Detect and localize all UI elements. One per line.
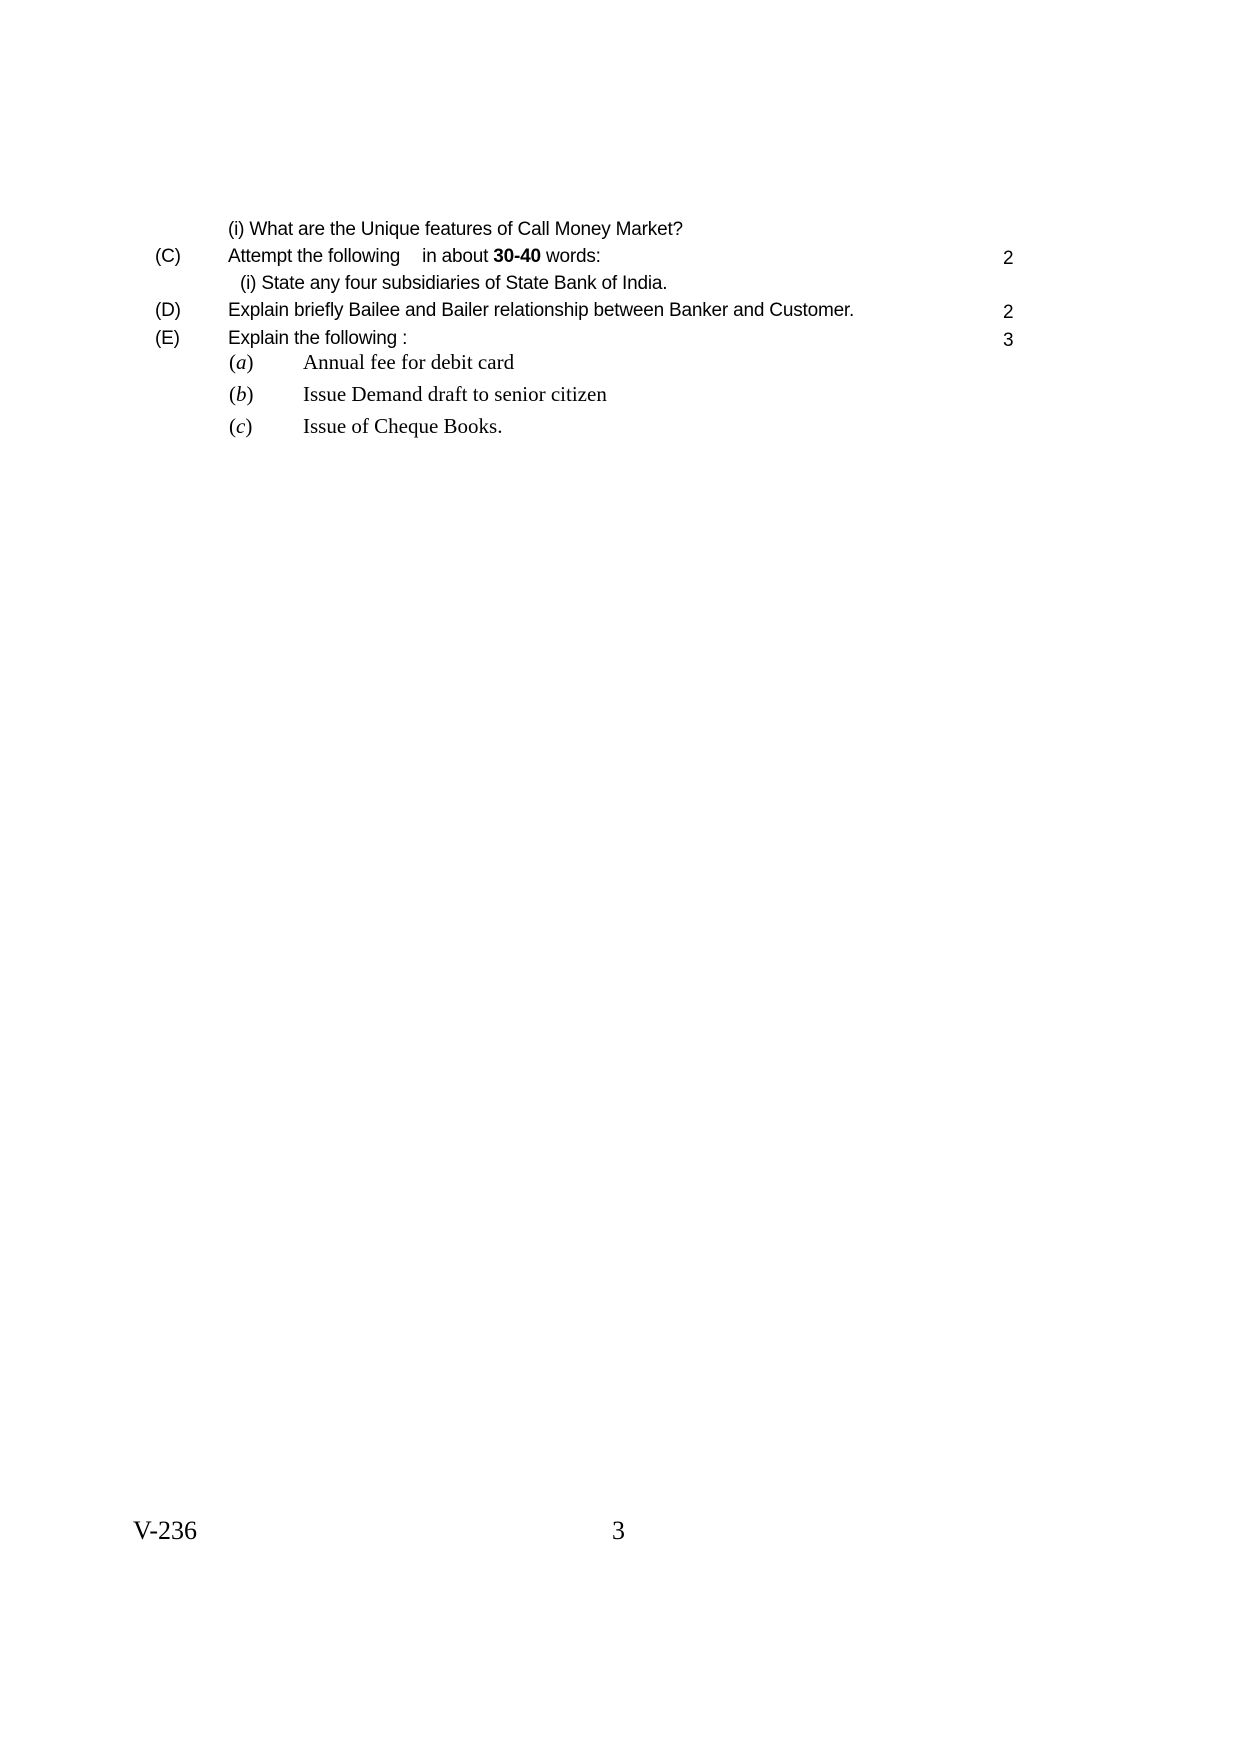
question-c-text: [228, 247, 601, 266]
question-c-word-count: 30-40: [493, 246, 541, 267]
question-d-text: Explain briefly Bailee and Bailer relationship between Banker and Customer.: [228, 300, 855, 321]
option-b-text: Issue Demand draft to senior citizen: [303, 382, 607, 406]
question-c-text-a: Attempt the following: [228, 246, 401, 267]
option-b-letter: (b): [229, 382, 254, 406]
question-b-sub-i: (i) What are the Unique features of Call Money Market?: [228, 219, 683, 240]
paper-code: V-236: [133, 1516, 198, 1545]
question-c-sub-i: (i) State any four subsidiaries of State Bank of India.: [240, 273, 668, 294]
option-c-text: Issue of Cheque Books.: [303, 414, 503, 438]
question-c-label: (C): [155, 246, 181, 267]
question-c-marks: 2: [1003, 248, 1014, 269]
option-c-letter: (c): [229, 414, 253, 438]
option-a-text: Annual fee for debit card: [303, 350, 515, 374]
question-d-label: (D): [155, 300, 181, 321]
question-e-marks: 3: [1003, 330, 1014, 351]
question-c-text-b: in about: [422, 246, 494, 267]
page-number: 3: [612, 1516, 625, 1545]
question-e-text: Explain the following :: [228, 328, 408, 349]
question-c-text-c: words:: [540, 246, 601, 267]
question-d-marks: 2: [1003, 302, 1014, 323]
option-a-letter: (a): [229, 350, 254, 374]
question-e-label: (E): [155, 328, 180, 349]
